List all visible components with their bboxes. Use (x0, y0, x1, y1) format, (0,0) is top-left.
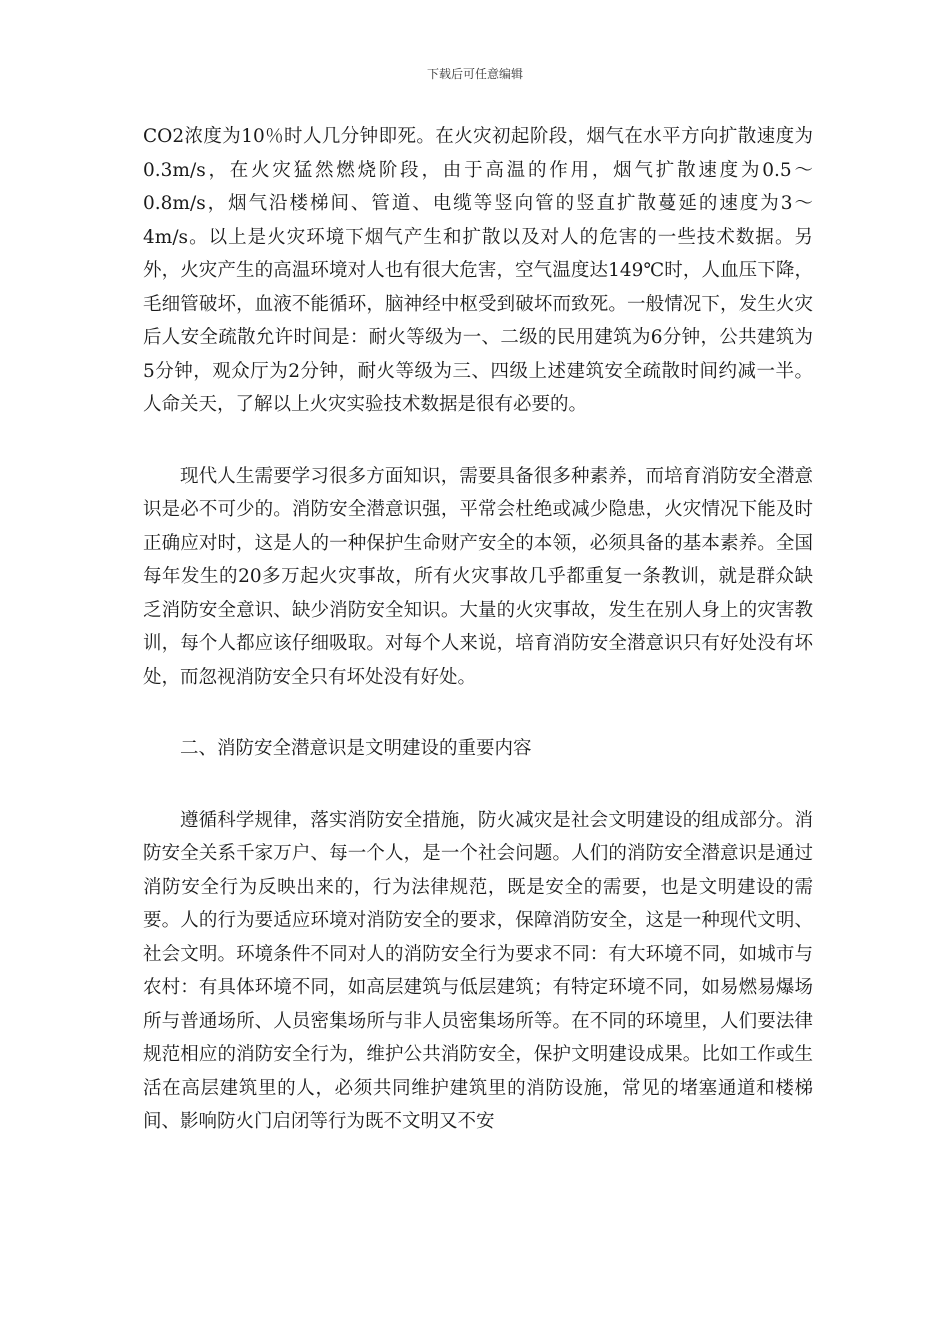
paragraph-fire-awareness: 现代人生需要学习很多方面知识，需要具备很多种素养，而培育消防安全潜意识是必不可少的。消防安全潜意识强，平常会杜绝或减少隐患，火灾情况下能及时正确应对时，这是人的一种保护生命财产安全的本领，必须具备的基本素养。全国每年发生的20多万起火灾事故，所有火灾事故几乎都重复一条教训，就是群众缺乏消防安全意识、缺少消防安全知识。大量的火灾事故，发生在别人身上的灾害教训，每个人都应该仔细吸取。对每个人来说，培育消防安全潜意识只有好处没有坏处，而忽视消防安全只有坏处没有好处。 (143, 465, 813, 688)
paragraph-gap (143, 766, 813, 804)
paragraph-smoke-data: CO2浓度为10％时人几分钟即死。在火灾初起阶段，烟气在水平方向扩散速度为0.3m/s，在火灾猛然燃烧阶段，由于高温的作用，烟气扩散速度为0.5～0.8m/s，烟气沿楼梯间、管道、电缆等竖向管的竖直扩散蔓延的速度为3～4m/s。以上是火灾环境下烟气产生和扩散以及对人的危害的一些技术数据。另外，火灾产生的高温环境对人也有很大危害，空气温度达149℃时，人血压下降，毛细管破坏，血液不能循环，脑神经中枢受到破坏而致死。一般情况下，发生火灾后人安全疏散允许时间是：耐火等级为一、二级的民用建筑为6分钟，公共建筑为5分钟，观众厅为2分钟，耐火等级为三、四级上述建筑安全疏散时间约减一半。人命关天，了解以上火灾实验技术数据是很有必要的。 (143, 126, 813, 415)
paragraph-civilization: 遵循科学规律，落实消防安全措施，防火减灾是社会文明建设的组成部分。消防安全关系千家万户、每一个人，是一个社会问题。人们的消防安全潜意识是通过消防安全行为反映出来的，行为法律规范，既是安全的需要，也是文明建设的需要。人的行为要适应环境对消防安全的要求，保障消防安全，这是一种现代文明、社会文明。环境条件不同对人的消防安全行为要求不同：有大环境不同，如城市与农村：有具体环境不同，如高层建筑与低层建筑；有特定环境不同，如易燃易爆场所与普通场所、人员密集场所与非人员密集场所等。在不同的环境里，人们要法律规范相应的消防安全行为，维护公共消防安全，保护文明建设成果。比如工作或生活在高层建筑里的人，必须共同维护建筑里的消防设施，常见的堵塞通道和楼梯间、影响防火门启闭等行为既不文明又不安 (143, 809, 813, 1132)
document-body (143, 120, 813, 1139)
paragraph-gap (143, 694, 813, 732)
section-heading: 二、消防安全潜意识是文明建设的重要内容 (180, 738, 532, 759)
page-header: 下载后可任意编辑 (426, 67, 523, 81)
paragraph-gap (143, 422, 813, 460)
